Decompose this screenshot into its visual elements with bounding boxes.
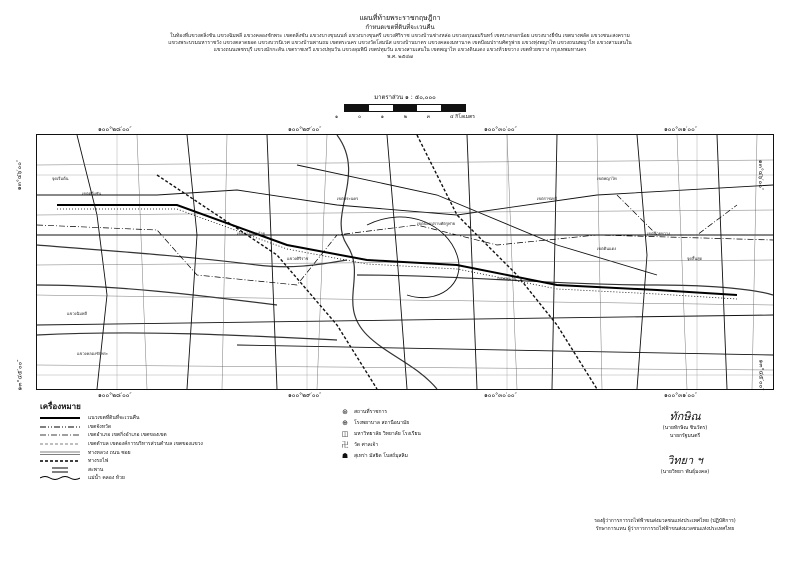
symbol-row [340, 417, 421, 428]
temple-icon: 卍 [341, 440, 349, 449]
river-symbol [40, 475, 80, 481]
signature-block [610, 410, 760, 476]
left-tick: ๑๓°๔๕′๐๐″ [16, 359, 24, 391]
scale-tick: ๑ [335, 114, 339, 120]
bottom-tick: ๑๐๐°๓๐′๐๐″ [484, 392, 517, 399]
symbol-row [340, 450, 421, 461]
mosque-icon: ☗ [341, 451, 349, 460]
map-frame[interactable] [36, 134, 774, 390]
symbol-text: สถานที่ราชการ [354, 408, 388, 415]
legend-row [40, 440, 300, 449]
scale-tick: ๔ กิโลเมตร [449, 114, 475, 120]
map-label: เขตปทุมวัน [497, 276, 517, 281]
map-label: แขวงคลองชักพระ [77, 351, 109, 356]
map-label: เขตตลิ่งชัน [82, 191, 102, 196]
legend-text: สะพาน [88, 466, 104, 473]
scale-tick: ๒ [403, 114, 407, 120]
symbol-text: มหาวิทยาลัย วิทยาลัย โรงเรียน [354, 430, 421, 437]
symbol-text: สุเหร่า มัสยิด โบสถ์มุสลิม [354, 452, 408, 459]
bridge-symbol [40, 467, 80, 473]
signature-1-script: ทักษิณ [669, 410, 701, 423]
legend-text: แม่น้ำ คลอง ห้วย [88, 475, 125, 482]
symbol-text: วัด ศาลเจ้า [354, 441, 379, 448]
district-boundary-symbol [40, 432, 80, 438]
signature-1-name: (นายทักษิณ ชินวัตร) [662, 425, 708, 431]
legend-row [40, 457, 300, 466]
header-title: แผนที่ท้ายพระราชกฤษฎีกา [359, 14, 441, 22]
legend-row [40, 474, 300, 483]
top-tick: ๑๐๐°๓๑′๐๐″ [664, 126, 697, 133]
signature-2-script: วิทยา ฯ [667, 454, 703, 467]
scale-tick: ๑ [380, 114, 384, 120]
legend-row [40, 466, 300, 475]
symbol-text: โรงพยาบาล สถานีอนามัย [354, 419, 410, 426]
legend-row [40, 423, 300, 432]
legend-text: แนวเขตที่ดินที่จะเวนคืน [88, 415, 140, 422]
map-header [60, 14, 740, 61]
header-desc-line-1: ในท้องที่แขวงตลิ่งชัน แขวงฉิมพลี แขวงคลองชักพระ เขตตลิ่งชัน แขวงบางขุนนนท์ แขวงบางขุนศรี แขวงศิริราช แขวงบ้านช่างหล่อ แขวงอรุณอมรินทร์ เขตบางกอกน้อย แขวงบางยี่ขัน เขตบางพลัด แขวงชนะสงคราม [170, 33, 630, 39]
government-office-icon: ⊛ [342, 407, 348, 416]
scale-bar [330, 92, 480, 121]
district-boundary [37, 195, 773, 285]
legend-row [40, 431, 300, 440]
legend [40, 414, 300, 483]
scale-tick: ๓ [426, 114, 431, 120]
symbol-row [340, 406, 421, 417]
bottom-note-line-2: รักษาการแทน ผู้ว่าการการรถไฟฟ้าขนส่งมวลชนแห่งประเทศไทย [595, 526, 735, 532]
map-drawing [37, 135, 773, 389]
bottom-note [560, 517, 770, 533]
legend-row [40, 448, 300, 457]
map-label: เขตพระนคร [337, 196, 359, 201]
legend-text: ทางหลวง ถนน ซอย [88, 449, 131, 456]
map-label: จุดเริ่มต้น [52, 176, 69, 181]
map-label: เขตราชเทวี [537, 196, 558, 201]
right-tick: ๑๓°๔๕′๐๐″ [757, 359, 765, 391]
right-tick: ๑๓°๔๖′๐๐″ [757, 159, 765, 191]
header-year: พ.ศ. ๒๕๔๗ [387, 54, 413, 60]
map-label: เขตดินแดง [597, 246, 617, 251]
railway-symbol [40, 458, 80, 464]
map-label: เขตพญาไท [597, 176, 617, 181]
top-tick: ๑๐๐°๒๘′๐๐″ [98, 126, 132, 133]
header-desc-line-3: แขวงถนนเพชรบุรี แขวงมักกะสัน เขตราชเทวี แขวงปทุมวัน แขวงลุมพินี เขตปทุมวัน แขวงสามเสนใน เขตพญาไท แขวงดินแดง แขวงห้วยขวาง เขตห้วยขวาง กรุงเทพมหานคร [213, 47, 587, 53]
signature-2-name: (นายวิทยา พันธุ์มงคล) [660, 469, 710, 475]
subdistrict-boundary-symbol [40, 441, 80, 447]
road-symbol [40, 450, 80, 456]
bottom-tick: ๑๐๐°๓๑′๐๐″ [664, 392, 697, 399]
hospital-icon: ⊕ [342, 418, 348, 427]
scale-label: มาตราส่วน ๑ : ๕๐,๐๐๐ [374, 94, 436, 101]
bottom-tick: ๑๐๐°๒๘′๐๐″ [98, 392, 132, 399]
symbol-legend [340, 406, 421, 461]
scale-tick: ๐ [357, 114, 361, 120]
bottom-note-line-1: รองผู้ว่าการการรถไฟฟ้าขนส่งมวลชนแห่งประเทศไทย (ปฏิบัติการ) [594, 518, 736, 524]
province-boundary-symbol [40, 424, 80, 430]
legend-text: เขตตำบล เขตองค์การบริหารส่วนตำบล เขตของแขวง [88, 441, 203, 448]
legend-text: เขตอำเภอ เขตกิ่งอำเภอ เขตของเขต [88, 432, 167, 439]
legend-title: เครื่องหมาย [40, 402, 81, 411]
map-label: เขตบางกอกน้อย [237, 231, 266, 236]
header-subtitle: กำหนดเขตที่ดินที่จะเวนคืน [365, 24, 435, 31]
school-icon: ◫ [341, 429, 349, 438]
map-label: แขวงศิริราช [287, 256, 309, 261]
header-desc-line-2: แขวงพระบรมมหาราชวัง แขวงตลาดยอด แขวงบวรนิเวศ แขวงบ้านพานถม เขตพระนคร แขวงวัดโสมนัส แขวงบ้านบาตร แขวงคลองมหานาค เขตป้อมปราบศัตรูพ่าย แขวงทุ่งพญาไท แขวงถนนพญาไท แขวงสามเสนใน [168, 40, 632, 46]
symbol-row [340, 439, 421, 450]
signature-1-role: นายกรัฐมนตรี [669, 433, 701, 439]
map-label: เขตป้อมปราบศัตรูพ่าย [417, 221, 456, 226]
expropriation-line-symbol [40, 415, 80, 421]
map-label: เขตห้วยขวาง [647, 231, 671, 236]
legend-text: ทางรถไฟ [88, 458, 109, 465]
legend-text: เขตจังหวัด [88, 423, 112, 430]
top-tick: ๑๐๐°๓๐′๐๐″ [484, 126, 517, 133]
top-tick: ๑๐๐°๒๙′๐๐″ [288, 126, 322, 133]
map-label: จุดสิ้นสุด [687, 256, 703, 261]
legend-row [40, 414, 300, 423]
scale-graphic [344, 104, 466, 112]
left-tick: ๑๓°๔๖′๐๐″ [16, 159, 24, 191]
bottom-tick: ๑๐๐°๒๙′๐๐″ [288, 392, 322, 399]
map-label: แขวงฉิมพลี [67, 311, 87, 316]
symbol-row [340, 428, 421, 439]
